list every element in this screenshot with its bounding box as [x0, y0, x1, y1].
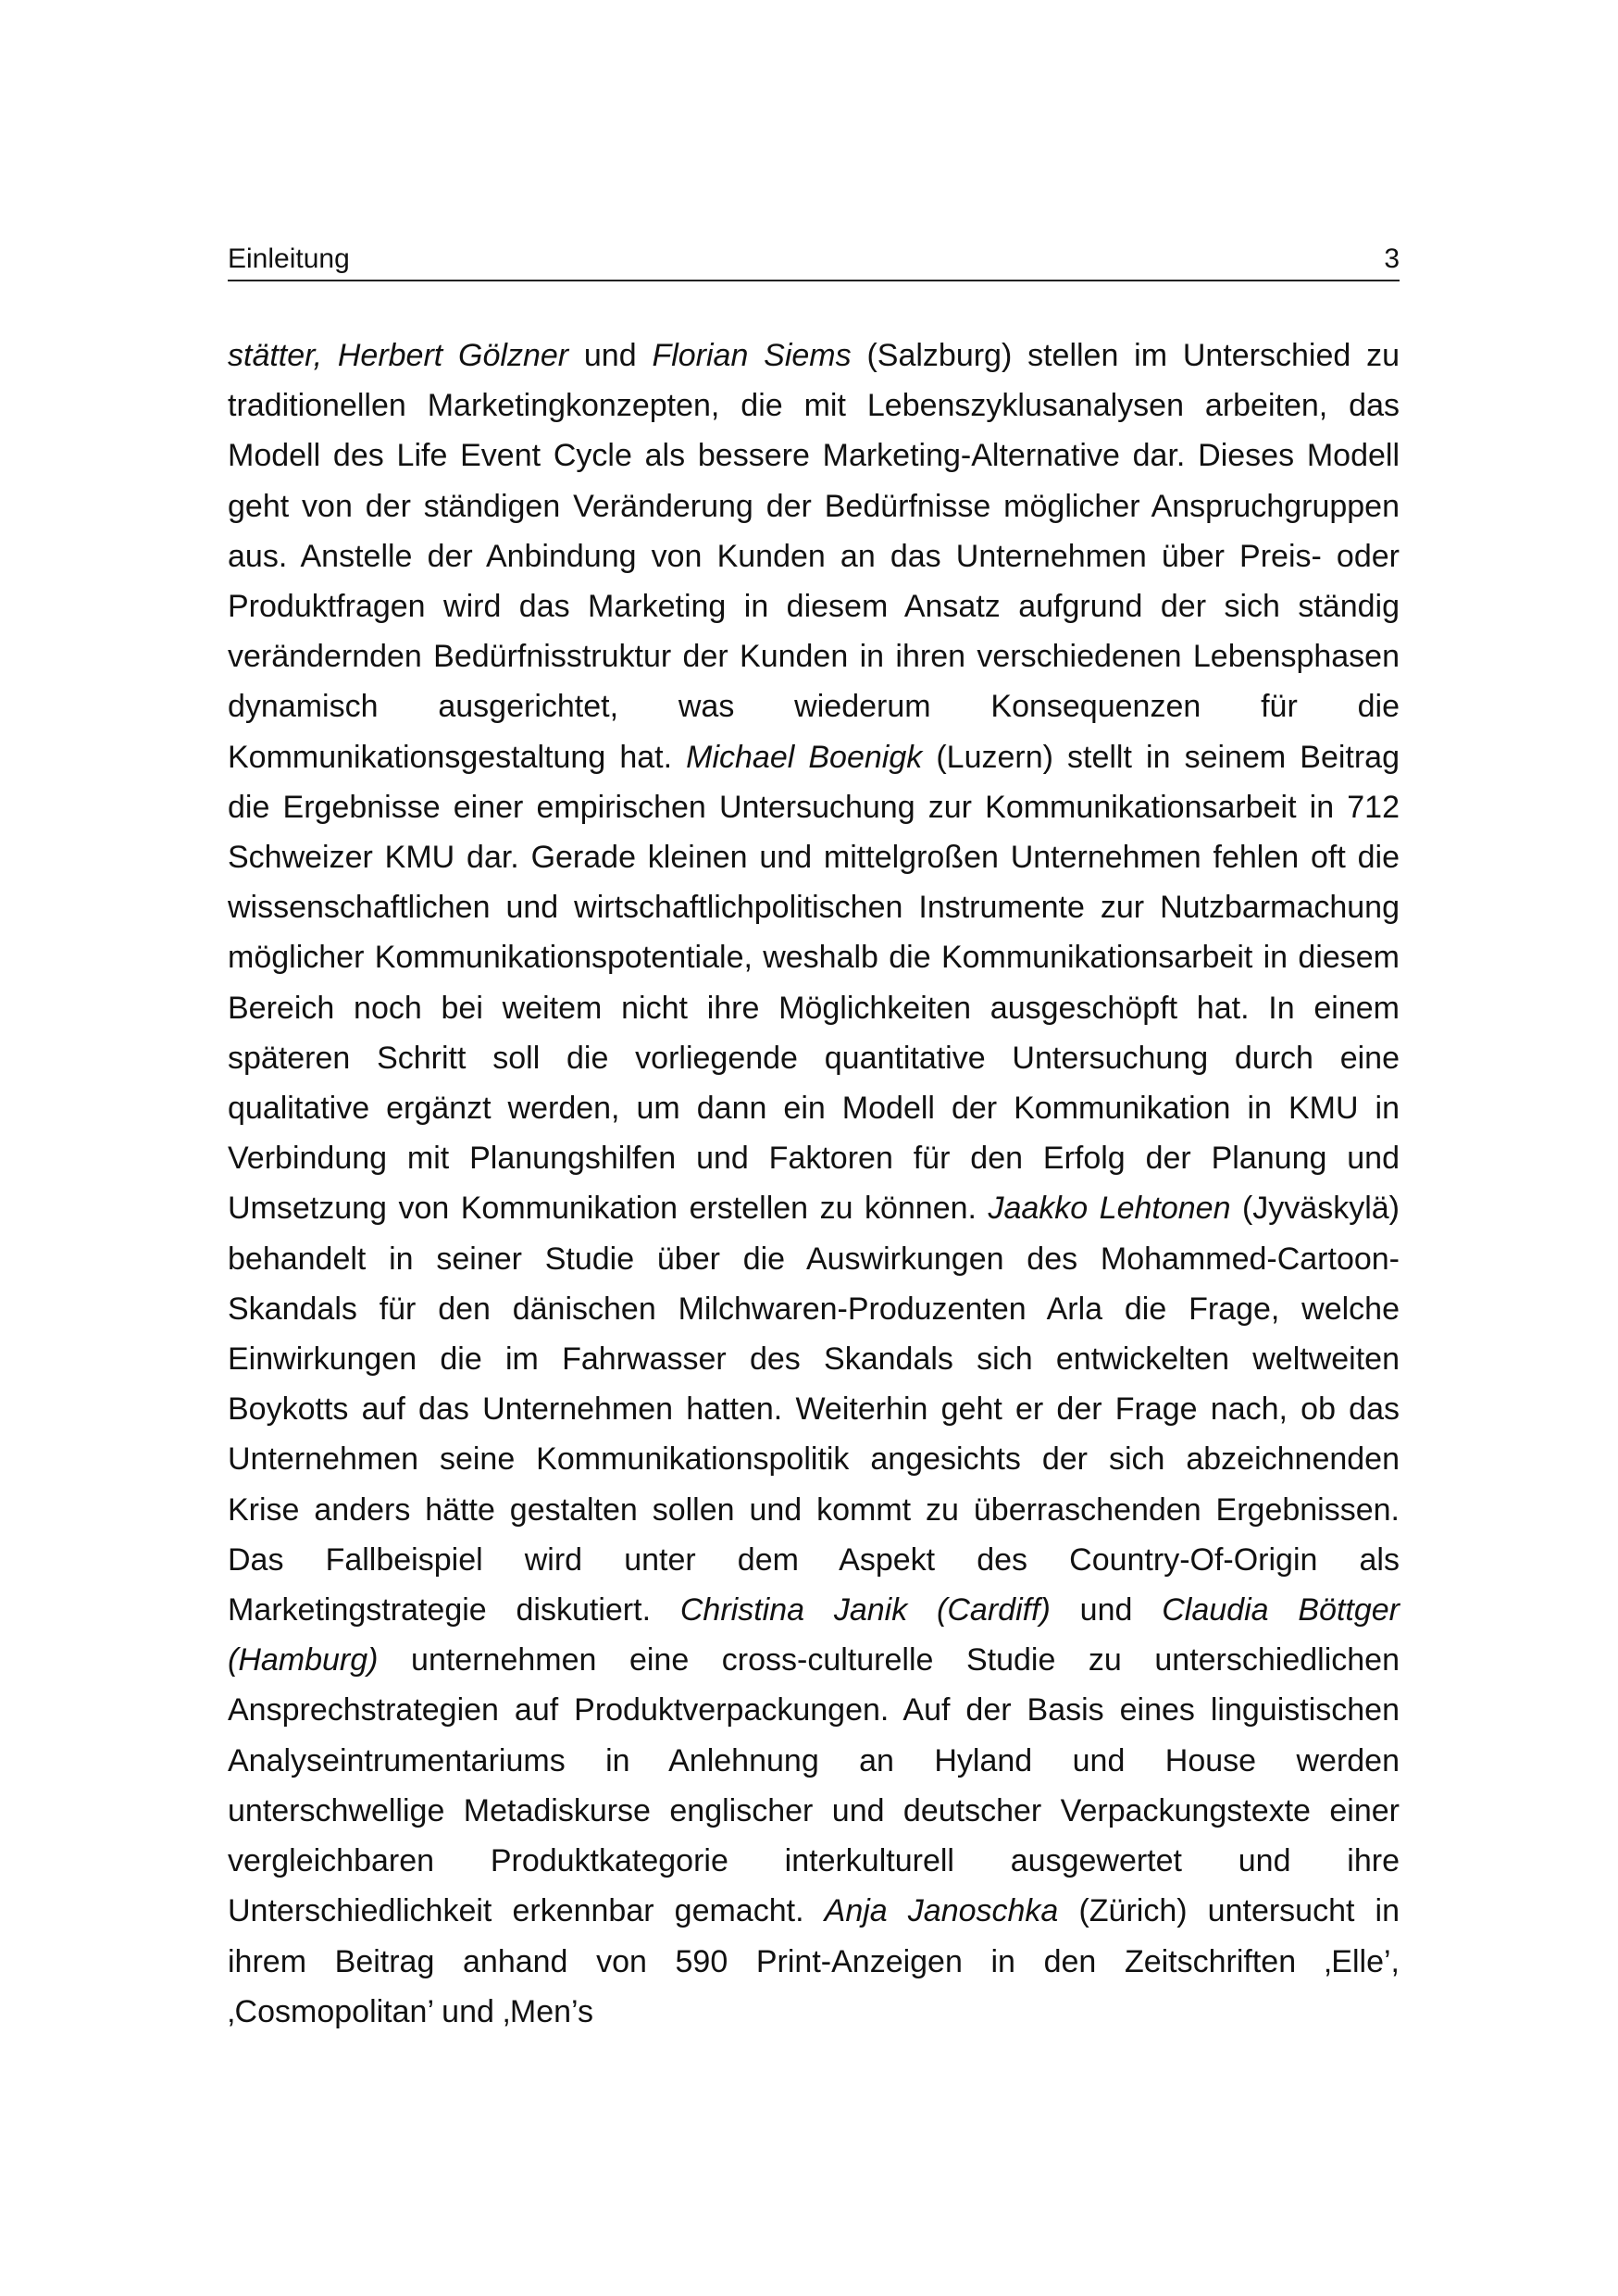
author-name: Florian Siems	[652, 338, 852, 373]
body-paragraph	[228, 331, 1400, 2037]
text-run: (Zürich) untersucht in ihrem Beitrag anhand von 590 Print-Anzeigen in den Zeitschriften ‚Elle’, ‚Cosmopolitan’ und ‚Men’s	[228, 1893, 1400, 2029]
text-run: unternehmen eine cross-culturelle Studie zu unterschiedlichen Ansprechstrategien auf Produktverpackungen. Auf der Basis eines linguistischen Analyseintrumentariums in Anlehnung an Hyland und House werden unterschwellige Metadiskurse englischer und deutscher Verpackungstexte einer vergleichbaren Produktkategorie interkulturell ausgewertet und ihre Unterschiedlichkeit erkennbar gemacht.	[228, 1642, 1400, 1929]
author-name: Michael Boenigk	[686, 739, 923, 775]
running-header	[228, 243, 1400, 281]
author-names: stätter, Herbert Gölzner	[228, 338, 569, 373]
text-run: und	[1050, 1592, 1163, 1628]
author-name: Anja Janoschka	[824, 1893, 1059, 1929]
page-number: 3	[1384, 243, 1400, 274]
author-name: Claudia Böttger (Hamburg)	[228, 1592, 1400, 1678]
text-run: (Salzburg) stellen im Unterschied zu traditionellen Marketingkonzepten, die mit Lebenszyklusanalysen arbeiten, das Modell des Life Event Cycle als bessere Marketing-Alternative dar. Dieses Modell geht von der ständigen Veränderung der Bedürfnisse möglicher Anspruchgruppen aus. Anstelle der Anbindung von Kunden an das Unternehmen über Preis- oder Produktfragen wird das Marketing in diesem Ansatz aufgrund der sich ständig verändernden Bedürfnisstruktur der Kunden in ihren verschiedenen Lebensphasen dynamisch ausgerichtet, was wiederum Konsequenzen für die Kommunikationsgestaltung hat.	[228, 338, 1400, 775]
section-title: Einleitung	[228, 243, 350, 274]
text-run: und	[568, 338, 653, 373]
text-run: (Luzern) stellt in seinem Beitrag die Ergebnisse einer empirischen Untersuchung zur Kommunikationsarbeit in 712 Schweizer KMU dar. Gerade kleinen und mittelgroßen Unternehmen fehlen oft die wissenschaftlichen und wirtschaftlichpolitischen Instrumente zur Nutzbarmachung möglicher Kommunikationspotentiale, weshalb die Kommunikationsarbeit in diesem Bereich noch bei weitem nicht ihre Möglichkeiten ausgeschöpft hat. In einem späteren Schritt soll die vorliegende quantitative Untersuchung durch eine qualitative ergänzt werden, um dann ein Modell der Kommunikation in KMU in Verbindung mit Planungshilfen und Faktoren für den Erfolg der Planung und Umsetzung von Kommunikation erstellen zu können.	[228, 739, 1400, 1227]
author-name: Christina Janik (Cardiff)	[679, 1592, 1051, 1628]
text-run: (Jyväskylä) behandelt in seiner Studie über die Auswirkungen des Mohammed-Cartoon-Skandals für den dänischen Milchwaren-Produzenten Arla die Frage, welche Einwirkungen die im Fahrwasser des Skandals sich entwickelten weltweiten Boykotts auf das Unternehmen hatten. Weiterhin geht er der Frage nach, ob das Unternehmen seine Kommunikationspolitik angesichts der sich abzeichnenden Krise anders hätte gestalten sollen und kommt zu überraschenden Ergebnissen. Das Fallbeispiel wird unter dem Aspekt des Country-Of-Origin als Marketingstrategie diskutiert.	[228, 1191, 1400, 1628]
author-name: Jaakko Lehtonen	[988, 1191, 1231, 1227]
